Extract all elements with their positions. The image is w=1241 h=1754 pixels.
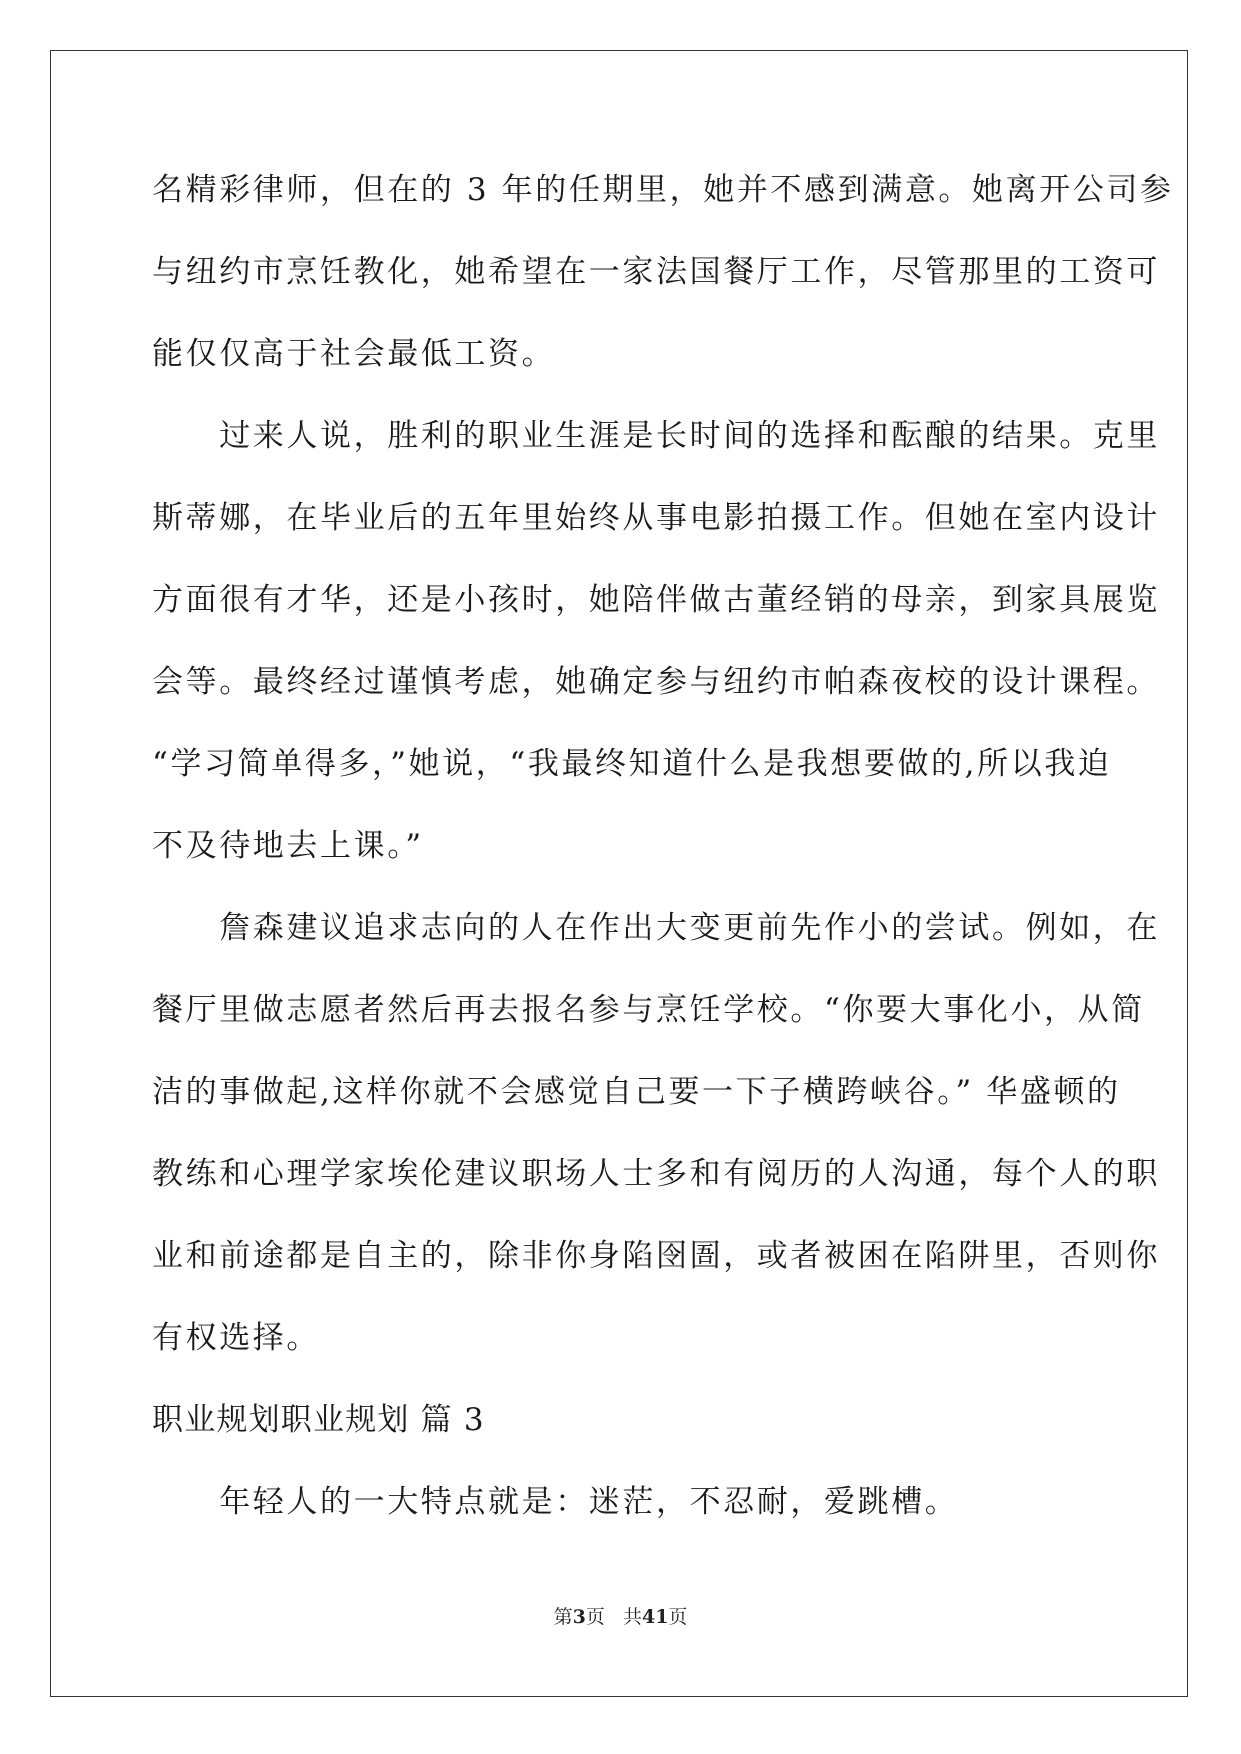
text-line-6: 方面很有才华，还是小孩时，她陪伴做古董经销的母亲，到家具展览	[152, 582, 1160, 618]
text-line-5: 斯蒂娜，在毕业后的五年里始终从事电影拍摄工作。但她在室内设计	[152, 500, 1160, 536]
text-line-15: 有权选择。	[152, 1320, 320, 1356]
text-line-8: “学习简单得多，”她说，“我最终知道什么是我想要做的,所以我迫	[152, 746, 1112, 782]
text-line-9: 不及待地去上课。”	[152, 828, 424, 864]
text-line-2: 与纽约市烹饪教化，她希望在一家法国餐厅工作，尽管那里的工资可	[152, 254, 1160, 290]
footer-total-suffix: 页	[668, 1606, 688, 1628]
section-heading: 职业规划职业规划 篇 3	[152, 1402, 485, 1438]
footer-prefix: 第	[553, 1606, 573, 1628]
text-line-4: 过来人说，胜利的职业生涯是长时间的选择和酝酿的结果。克里	[152, 418, 1160, 454]
text-line-17: 年轻人的一大特点就是：迷茫，不忍耐，爱跳槽。	[152, 1484, 959, 1520]
text-line-13: 教练和心理学家埃伦建议职场人士多和有阅历的人沟通，每个人的职	[152, 1156, 1160, 1192]
text-line-12: 洁的事做起,这样你就不会感觉自己要一下子横跨峡谷。” 华盛顿的	[152, 1074, 1121, 1110]
footer-page-suffix: 页	[585, 1606, 605, 1628]
footer-total-prefix: 共	[622, 1606, 642, 1628]
text-line-11: 餐厅里做志愿者然后再去报名参与烹饪学校。“你要大事化小，从简	[152, 992, 1145, 1028]
text-line-7: 会等。最终经过谨慎考虑，她确定参与纽约市帕森夜校的设计课程。	[152, 664, 1160, 700]
total-page-number: 41	[641, 1606, 669, 1628]
current-page-number: 3	[572, 1606, 586, 1628]
body-text	[152, 160, 1174, 1554]
text-line-3: 能仅仅高于社会最低工资。	[152, 336, 556, 372]
text-line-10: 詹森建议追求志向的人在作出大变更前先作小的尝试。例如，在	[152, 910, 1160, 946]
text-line-14: 业和前途都是自主的，除非你身陷囹圄，或者被困在陷阱里，否则你	[152, 1238, 1160, 1274]
text-line-1: 名精彩律师，但在的 3 年的任期里，她并不感到满意。她离开公司参	[152, 172, 1174, 208]
page-footer	[0, 1604, 1241, 1630]
